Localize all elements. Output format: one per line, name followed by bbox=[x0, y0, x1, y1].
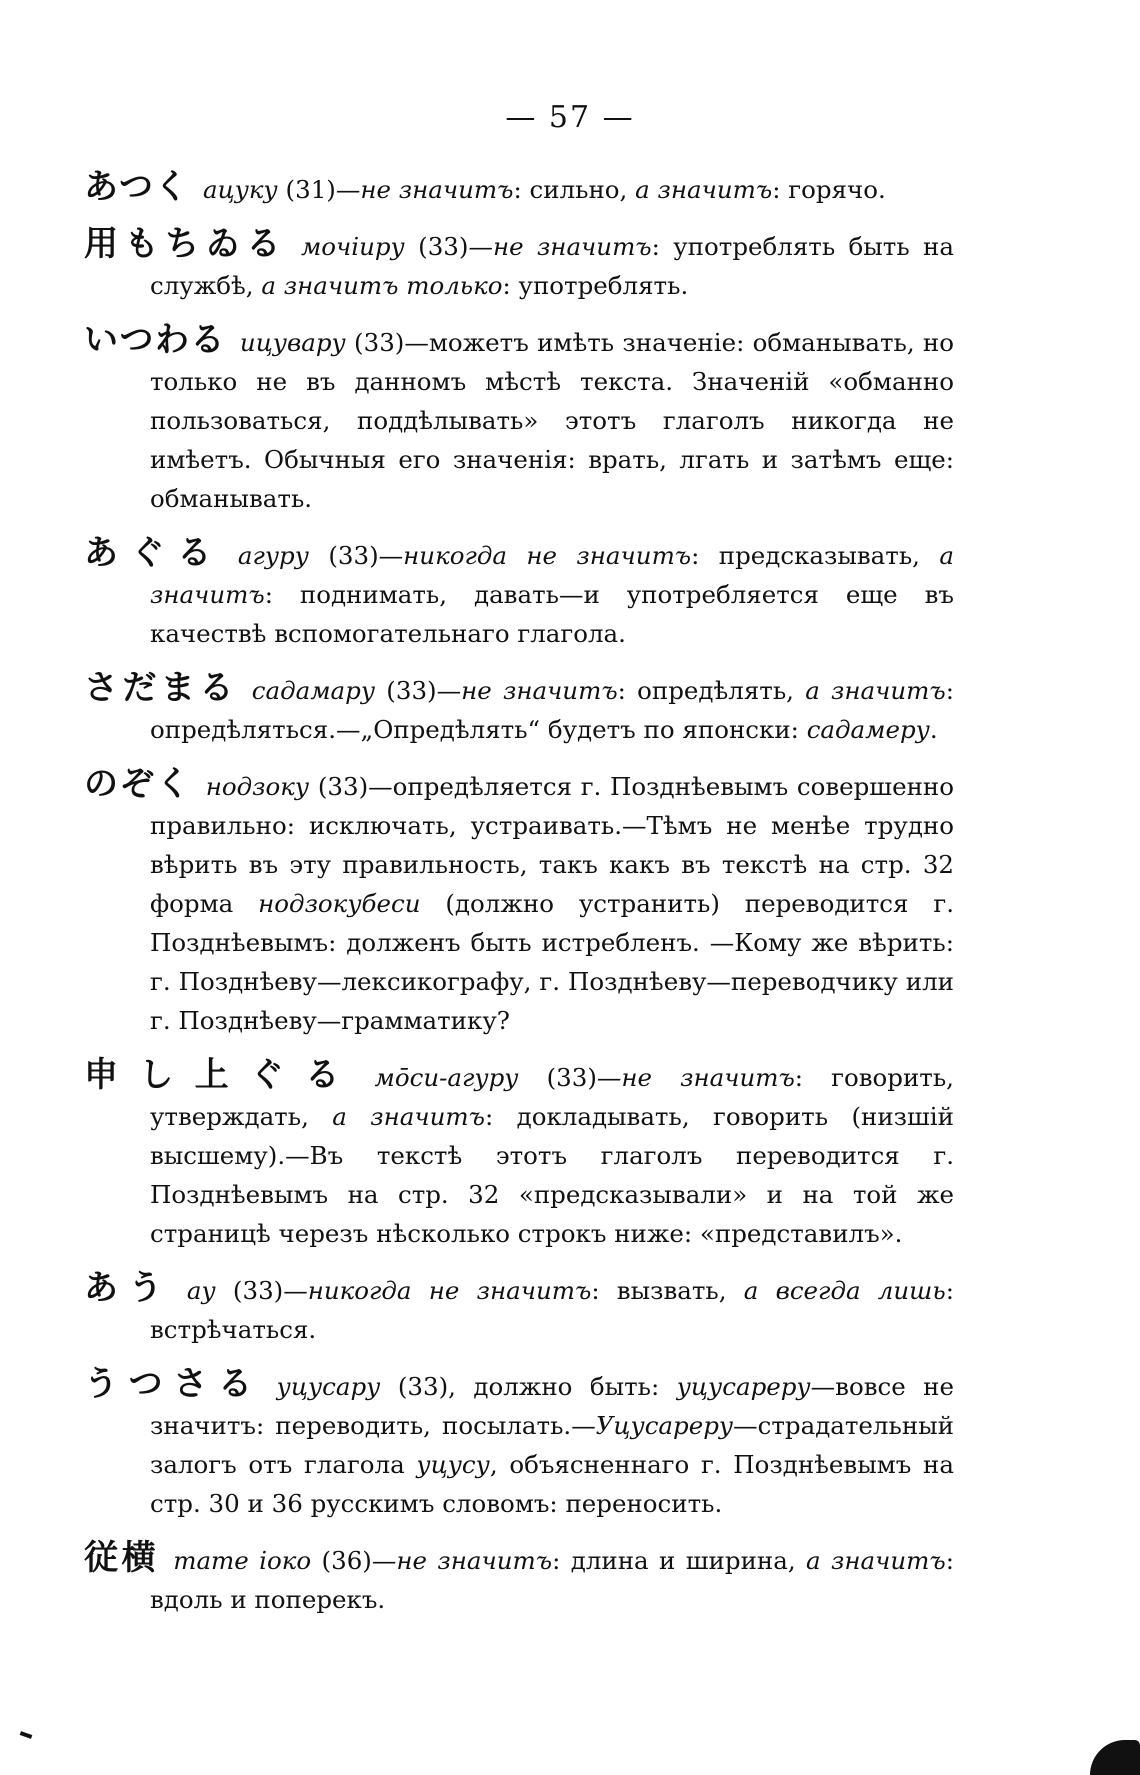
glossary-entry bbox=[84, 1056, 954, 1253]
italic-text: а значитъ bbox=[150, 541, 954, 609]
body-text: : встрѣчаться. bbox=[150, 1276, 954, 1344]
italic-text: садамеру bbox=[806, 715, 930, 744]
body-text: : докладывать, говорить (низшій высшему).—Въ текстѣ этотъ глаголъ переводится г. Позднѣевымъ на стр. 32 «предсказывали» и на той же страницѣ черезъ нѣсколько строкъ ниже: «представилъ». bbox=[150, 1102, 954, 1248]
body-text: : вдоль и поперекъ. bbox=[150, 1546, 954, 1614]
scan-blot bbox=[1090, 1740, 1140, 1775]
japanese-term: のぞく bbox=[84, 764, 192, 804]
body-text: (31) bbox=[277, 175, 336, 204]
italic-text: а значитъ bbox=[332, 1102, 485, 1131]
italic-text: тате іоко bbox=[173, 1546, 312, 1575]
body-text: : предсказывать, bbox=[691, 541, 940, 570]
italic-text: —никогда не значитъ bbox=[378, 541, 692, 570]
body-text: (36) bbox=[311, 1546, 372, 1575]
body-text: : вызвать, bbox=[591, 1276, 744, 1305]
body-text: : говорить, утверждать, bbox=[150, 1063, 954, 1131]
japanese-term: 従横 bbox=[84, 1538, 160, 1578]
japanese-term: 用もちゐる bbox=[84, 224, 287, 264]
body-text: (33)—можетъ имѣть значеніе: обманывать, но только не въ данномъ мѣстѣ текста. Значеній «обманно пользоваться, поддѣлывать» этотъ глаголъ никогда не имѣетъ. Обычныя его значенія: врать, лгать и затѣмъ еще: обманывать. bbox=[150, 328, 955, 513]
italic-text: нодзокубеси bbox=[258, 889, 421, 918]
italic-text: нодзоку bbox=[205, 772, 310, 801]
glossary-entry bbox=[84, 225, 954, 305]
body-text: —вовсе не значитъ: переводить, посылать.— bbox=[150, 1372, 954, 1440]
body-text: : употреблять быть на службѣ, bbox=[150, 232, 954, 300]
italic-text: —не значитъ bbox=[335, 175, 514, 204]
glossary-entry bbox=[84, 1269, 954, 1349]
glossary-entry bbox=[84, 669, 954, 749]
glossary-entry bbox=[84, 168, 954, 209]
italic-text: ицувару bbox=[239, 328, 346, 357]
body-text: : употреблять. bbox=[502, 271, 689, 300]
body-text: : горячо. bbox=[772, 175, 886, 204]
italic-text: —никогда не значитъ bbox=[283, 1276, 592, 1305]
italic-text: а значитъ bbox=[805, 676, 946, 705]
body-text: . bbox=[929, 715, 938, 744]
body-text: (33) bbox=[215, 1276, 284, 1305]
glossary-entry bbox=[84, 321, 954, 518]
body-text: (33) bbox=[308, 541, 379, 570]
italic-text: ау bbox=[186, 1276, 216, 1305]
japanese-term: あつく bbox=[84, 167, 189, 207]
italic-text: уцусу bbox=[416, 1450, 490, 1479]
body-text: : сильно, bbox=[513, 175, 636, 204]
japanese-term: あぐる bbox=[84, 533, 224, 573]
scan-speck bbox=[20, 1731, 33, 1739]
japanese-term: さだまる bbox=[84, 668, 238, 708]
glossary-entry bbox=[84, 1365, 954, 1523]
body-text: —страдательный залогъ отъ глагола bbox=[150, 1411, 954, 1479]
italic-text: а значитъ только bbox=[261, 271, 503, 300]
body-text: (33), должно быть: bbox=[380, 1372, 677, 1401]
italic-text: мочіиру bbox=[300, 232, 405, 261]
italic-text: садамару bbox=[251, 676, 376, 705]
italic-text: уцусару bbox=[276, 1372, 381, 1401]
body-text: (33) bbox=[404, 232, 469, 261]
body-text: : опредѣляться.—„Опредѣлять“ будетъ по японски: bbox=[150, 676, 954, 744]
italic-text: ацуку bbox=[203, 175, 278, 204]
italic-text: Уцусареру bbox=[595, 1411, 734, 1440]
italic-text: а значитъ bbox=[806, 1546, 946, 1575]
italic-text: —не значитъ bbox=[371, 1546, 553, 1575]
body-text: : опредѣлять, bbox=[617, 676, 806, 705]
italic-text: —не значитъ bbox=[468, 232, 652, 261]
body-text: : поднимать, давать—и употребляется еще въ качествѣ вспомогательнаго глагола. bbox=[150, 580, 954, 648]
body-text: (должно устранить) переводится г. Позднѣевымъ: долженъ быть истребленъ. —Кому же вѣрить: г. Позднѣеву—лексикографу, г. Позднѣеву—переводчику или г. Позднѣеву—грамматику? bbox=[150, 889, 954, 1035]
body-text: (33) bbox=[375, 676, 437, 705]
italic-text: а всегда лишь bbox=[743, 1276, 946, 1305]
japanese-term: うつさる bbox=[84, 1364, 263, 1404]
glossary-entry bbox=[84, 534, 954, 653]
italic-text: —не значитъ bbox=[596, 1063, 795, 1092]
glossary-entry bbox=[84, 1539, 954, 1619]
japanese-term: 申し上ぐる bbox=[84, 1055, 361, 1095]
japanese-term: いつわる bbox=[84, 320, 226, 360]
body-text: (33)—опредѣляется г. Позднѣевымъ совершенно правильно: исключать, устраивать.—Тѣмъ не менѣе трудно вѣрить въ эту правильность, такъ какъ въ текстѣ на стр. 32 форма bbox=[150, 772, 954, 918]
italic-text: мōси-агуру bbox=[374, 1063, 519, 1092]
body-text: , объясненнаго г. Позднѣевымъ на стр. 30 и 36 русскимъ словомъ: переносить. bbox=[150, 1450, 954, 1518]
italic-text: уцусареру bbox=[676, 1372, 811, 1401]
italic-text: —не значитъ bbox=[436, 676, 618, 705]
glossary-entry bbox=[84, 765, 954, 1040]
italic-text: а значитъ bbox=[635, 175, 773, 204]
body-text: : длина и ширина, bbox=[552, 1546, 807, 1575]
page-number: — 57 — bbox=[505, 100, 635, 135]
body-text: (33) bbox=[518, 1063, 597, 1092]
italic-text: агуру bbox=[237, 541, 309, 570]
japanese-term: あう bbox=[84, 1268, 173, 1308]
glossary-entries bbox=[84, 168, 954, 1635]
